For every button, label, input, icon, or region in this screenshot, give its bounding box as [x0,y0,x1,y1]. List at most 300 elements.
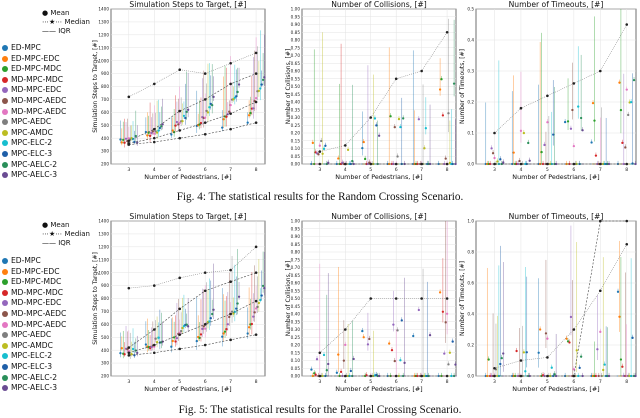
y-tick-label: 0.65 [290,60,300,66]
mean-point [201,328,203,330]
mean-series-point [395,297,398,300]
legend-item [2,351,66,362]
mean-point [602,369,604,371]
x-tick-label: 7 [598,380,602,385]
mean-point [361,147,363,149]
mean-point [399,359,401,361]
mean-point [447,112,449,114]
mean-series-point [573,82,576,85]
median-series-point [128,143,131,146]
legend-marker-icon [2,66,8,72]
mean-point [398,118,400,120]
median-series-point [546,375,549,378]
legend-label: MPC-ELC-2 [11,138,53,148]
mean-series-point [369,297,372,300]
mean-point [123,353,125,355]
legend-label: MD-MPC-MDC [11,74,64,84]
median-series-point [204,344,207,347]
mean-point [125,138,127,140]
mean-point [203,325,205,327]
legend-marker-icon [2,375,8,381]
mean-point [323,354,325,356]
mean-point [453,82,455,84]
legend-marker-icon [2,140,8,146]
mean-point [496,160,498,162]
y-tick-label: 0.05 [290,365,300,371]
mean-point [394,360,396,362]
mean-point [442,311,444,313]
median-series-point [178,129,181,132]
median-series-point [520,163,523,166]
mean-point [261,83,263,85]
mean-point [181,120,183,122]
chart-panel [92,0,266,181]
mean-point [196,340,198,342]
mean-point [337,157,339,159]
mean-point [502,352,504,354]
mean-point [403,362,405,364]
mean-point [200,333,202,335]
median-series-point [178,333,181,336]
mean-point [316,358,318,360]
mean-point [617,291,619,293]
mean-point [263,76,265,78]
mean-point [565,338,567,340]
mean-point [596,348,598,350]
mean-point [146,134,148,136]
mean-point [247,122,249,124]
y-tick-label: 400 [101,347,109,353]
y-tick-label: 0.50 [290,84,300,90]
mean-point [526,351,528,353]
mean-point [221,126,223,128]
legend-marker-icon [2,269,8,275]
legend-label: MD-MPC-EDC [11,85,62,95]
y-tick-label: 900 [101,71,109,77]
y-tick-label: 700 [101,97,109,103]
x-tick-label: 8 [254,168,258,173]
mean-point [626,89,628,91]
legend-label: MPC-ELC-2 [11,351,53,361]
mean-series-point [319,351,322,354]
mean-series-point [255,246,258,249]
mean-point [258,90,260,92]
legend-label: MPC-AMDC [11,340,53,350]
mean-point [351,160,353,162]
median-series-point [493,375,496,378]
median-series-point [255,333,258,336]
mean-point [571,109,573,111]
y-tick-label: 0.5 [467,6,474,12]
y-tick-label: 0.20 [290,130,300,136]
y-tick-label: 0.35 [290,107,300,113]
median-series-point [420,163,423,166]
legend-label: MPC-AMDC [11,127,53,137]
y-tick-label: 0.70 [290,53,300,59]
mean-point [539,328,541,330]
x-tick-label: 3 [493,380,496,385]
legend-label: MPC-ELC-3 [11,148,53,158]
x-tick-label: 6 [394,380,398,385]
y-tick-label: 1200 [98,32,109,38]
x-tick-label: 5 [369,168,373,173]
mean-point [327,363,329,365]
median-series-point [204,121,207,124]
mean-series-point [344,328,347,331]
mean-point [492,152,494,154]
mean-point [252,107,254,109]
y-tick-label: 0.80 [290,37,300,43]
median-series-point [153,128,156,131]
legend-item [2,85,66,96]
legend-marker-icon [2,343,8,349]
mean-point [170,346,172,348]
mean-point [261,294,263,296]
x-tick-label: 7 [420,168,424,173]
mean-series-point [446,31,449,34]
figure-5-caption: Fig. 5: The statistical results for the Parallel Crossing Scenario. [178,404,462,416]
mean-point [222,332,224,334]
mean-point [343,360,345,362]
y-tick-label: 1300 [98,231,109,237]
mean-point [207,111,209,113]
mean-point [119,138,121,140]
mean-point [211,313,213,315]
legend-marker-icon [2,172,8,178]
legend-marker-icon [2,151,8,157]
legend-marker-icon [2,300,8,306]
legend-label: MD-MPC-AEDC [11,308,67,318]
legend-item [2,383,66,394]
mean-point [133,354,135,356]
x-tick-label: 5 [545,168,549,173]
y-tick-label: 0.2 [467,342,474,348]
median-series-point [255,101,258,104]
mean-series-point [319,150,322,153]
mean-point [183,115,185,117]
legend-item [2,256,66,267]
stat-legend-mean: ● Mean [42,221,70,229]
y-tick-label: 1.00 [290,218,300,224]
median-series-point [153,351,156,354]
mean-point [621,142,623,144]
y-tick-label: 1.00 [290,6,300,12]
y-tick-label: 600 [101,109,109,115]
mean-point [238,83,240,85]
y-tick-label: 0.05 [290,153,300,159]
mean-point [235,307,237,309]
y-tick-label: 0.20 [290,342,300,348]
y-tick-label: 700 [101,309,109,315]
y-axis-label: Simulation Steps to Target, [#] [92,40,99,133]
mean-point [401,319,403,321]
legend-label: MPC-AELC-3 [11,383,58,393]
mean-point [576,349,578,351]
mean-series-point [446,297,449,300]
legend-marker-icon [2,98,8,104]
mean-point [604,363,606,365]
y-tick-label: 0.30 [290,115,300,121]
x-axis-label: Number of Pedestrians, [#] [512,385,600,393]
mean-point [375,124,377,126]
median-series-point [229,313,232,316]
x-tick-label: 5 [178,380,182,385]
mean-point [344,344,346,346]
median-series-point [255,72,258,75]
mean-point [449,352,451,354]
y-tick-label: 0.15 [290,138,300,144]
y-tick-label: 0.55 [290,76,300,82]
mean-point [208,320,210,322]
mean-point [184,117,186,119]
median-series-point [178,137,181,140]
median-series-point [573,375,576,378]
mean-series-point [395,77,398,80]
mean-point [378,135,380,137]
mean-point [133,141,135,143]
y-tick-label: 0.0 [467,373,474,379]
chart-title: Simulation Steps to Target, [#] [129,0,247,9]
y-tick-label: 400 [101,135,109,141]
mean-point [172,340,174,342]
method-legend-top [2,43,66,181]
mean-point [228,316,230,318]
x-tick-label: 6 [572,380,576,385]
chart-title: Simulation Steps to Target, [#] [129,212,247,221]
y-tick-label: 0.4 [467,37,474,43]
mean-point [402,117,404,119]
mean-point [396,329,398,331]
y-tick-label: 0.25 [290,334,300,340]
mean-point [627,114,629,116]
mean-point [255,97,257,99]
y-tick-label: 0.10 [290,358,300,364]
mean-point [259,87,261,89]
mean-point [208,106,210,108]
legend-item [2,330,66,341]
legend-marker-icon [2,353,8,359]
mean-point [225,116,227,118]
mean-point [618,82,620,84]
mean-point [394,126,396,128]
mean-point [452,340,454,342]
x-tick-label: 4 [519,168,523,173]
median-series-point [128,139,131,142]
y-tick-label: 0.45 [290,303,300,309]
mean-point [490,147,492,149]
mean-point [392,323,394,325]
y-tick-label: 1200 [98,244,109,250]
x-tick-label: 3 [318,168,322,173]
legend-item [2,138,66,149]
mean-point [181,327,183,329]
median-series-point [204,98,207,101]
mean-point [361,330,363,332]
mean-point [631,337,633,339]
y-tick-label: 0.65 [290,272,300,278]
mean-point [210,317,212,319]
mean-point [162,123,164,125]
stat-legend-mean: ● Mean [42,9,70,17]
mean-point [363,336,365,338]
legend-item [2,373,66,384]
y-tick-label: 0.00 [290,161,300,167]
median-series-point [319,163,322,166]
mean-point [364,158,366,160]
mean-point [579,367,581,369]
mean-point [156,131,158,133]
y-tick-label: 0.85 [290,241,300,247]
y-tick-label: 800 [101,84,109,90]
mean-point [187,109,189,111]
mean-point [624,146,626,148]
x-tick-label: 8 [445,380,449,385]
mean-point [314,373,316,375]
mean-series-point [625,23,628,26]
median-series-point [255,121,258,124]
mean-point [595,154,597,156]
mean-series-point [204,72,207,75]
legend-item [2,107,66,118]
mean-point [440,78,442,80]
mean-point [418,309,420,311]
mean-point [518,160,520,162]
mean-point [520,130,522,132]
legend-marker-icon [2,162,8,168]
stat-legend-median: ⋯★⋯ Median [42,18,90,26]
chart-title: Number of Collisions, [#] [331,0,427,9]
median-series-point [229,112,232,115]
mean-point [425,127,427,129]
legend-item [2,128,66,139]
mean-point [523,351,525,353]
y-tick-label: 0.40 [290,99,300,105]
mean-point [350,370,352,372]
mean-point [227,323,229,325]
y-tick-label: 500 [101,334,109,340]
legend-label: MPC-AELC-3 [11,170,58,180]
legend-item [2,309,66,320]
mean-point [258,302,260,304]
median-series-point [153,328,156,331]
mean-series-point [255,52,258,55]
mean-point [573,145,575,147]
y-tick-label: 1100 [98,45,109,51]
mean-point [374,117,376,119]
median-series-point [395,163,398,166]
y-tick-label: 1300 [98,19,109,25]
median-series-point [153,344,156,347]
mean-point [564,121,566,123]
mean-point [212,96,214,98]
mean-series-point [520,359,523,362]
chart-panel [459,212,637,393]
y-tick-label: 0.3 [467,68,474,74]
y-tick-label: 1100 [98,257,109,263]
mean-point [501,357,503,359]
mean-series-point [128,287,131,290]
chart-panel [285,0,457,181]
median-series-point [204,323,207,326]
legend-item [2,64,66,75]
mean-point [590,141,592,143]
figure-4-caption: Fig. 4: The statistical results for the Random Crossing Scenario. [176,191,464,203]
mean-series-point [546,356,549,359]
mean-point [523,132,525,134]
legend-label: MPC-ELC-3 [11,361,53,371]
x-tick-label: 7 [229,168,233,173]
median-series-point [128,346,131,349]
mean-point [262,285,264,287]
y-axis-label: Number of Timeouts, [#] [459,49,466,124]
legend-item [2,341,66,352]
x-tick-label: 8 [625,168,629,173]
y-tick-label: 200 [101,373,109,379]
mean-series-point [369,116,372,119]
legend-label: ED-MPC [11,43,41,52]
mean-point [367,343,369,345]
legend-label: MPC-AEDC [11,330,52,340]
method-legend-bottom [2,256,66,394]
mean-point [235,95,237,97]
y-tick-label: 300 [101,360,109,366]
y-tick-label: 0.95 [290,226,300,232]
mean-point [543,144,545,146]
y-tick-label: 0.50 [290,296,300,302]
mean-point [247,332,249,334]
mean-point [445,321,447,323]
mean-point [152,130,154,132]
mean-point [599,331,601,333]
mean-point [121,347,123,349]
legend-marker-icon [2,119,8,125]
chart-title: Number of Timeouts, [#] [508,212,604,221]
median-series-point [520,375,523,378]
y-tick-label: 1000 [98,58,109,64]
median-series-point [128,354,131,357]
mean-point [157,337,159,339]
median-series-point [255,271,258,274]
mean-series-point [420,297,423,300]
y-axis-label: Simulation Steps to Target, [#] [92,252,99,345]
legend-label: ED-MPC-MDC [11,277,62,287]
legend-item [2,277,66,288]
legend-item [2,43,66,54]
legend-item [2,149,66,160]
mean-series-point [229,62,232,65]
mean-point [251,323,253,325]
legend-label: MD-MPC-AEDC [11,95,67,105]
legend-marker-icon [2,364,8,370]
y-tick-label: 0.0 [467,161,474,167]
y-tick-label: 0.75 [290,257,300,263]
mean-point [592,102,594,104]
mean-point [568,341,570,343]
legend-marker-icon [2,130,8,136]
x-tick-label: 4 [152,380,156,385]
legend-item [2,170,66,181]
median-series-point [546,163,549,166]
mean-point [445,157,447,159]
legend-marker-icon [2,45,8,51]
mean-point [259,299,261,301]
y-tick-label: 200 [101,161,109,167]
mean-point [620,109,622,111]
mean-point [327,162,329,164]
y-tick-label: 0.6 [467,280,474,286]
y-tick-label: 0.1 [467,130,474,136]
mean-series-point [493,367,496,370]
